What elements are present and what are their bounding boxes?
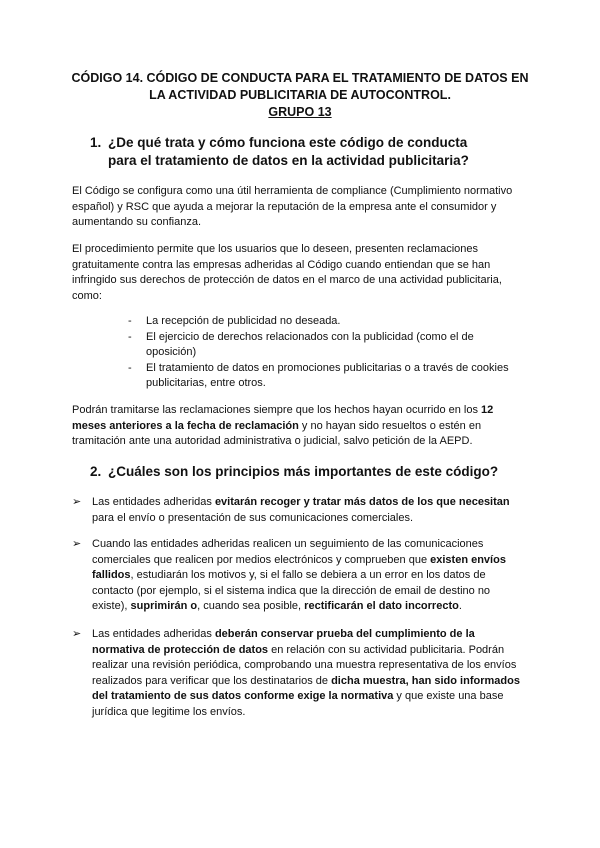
section-2-heading [90,463,510,483]
principle-3-text-e: y que existe una base jurídica que legitime los envíos. [92,690,504,718]
principle-2-text-c: , estudiarán los motivos y, si el fallo se debiera a un error en los datos de contacto (por ejemplo, si el sistema indica que la dirección de email de destino no existe), [92,569,491,612]
list-item [128,314,518,330]
arrow-bullet-icon: ➢ [72,538,82,550]
arrow-bullet-icon: ➢ [72,496,82,508]
list-dash: - [128,361,132,374]
principle-item-1-text [92,495,522,526]
section-1-number: 1. [90,135,102,150]
principle-2-text-e: , cuando sea posible, [197,600,305,612]
section-1-heading [90,134,490,174]
section-2-number: 2. [90,464,102,479]
title-group: GRUPO 13 [268,105,332,119]
section-1-paragraph-3 [72,403,522,450]
title-line-1: CÓDIGO 14. CÓDIGO DE CONDUCTA PARA EL TRATAMIENTO DE DATOS EN [71,71,529,85]
principle-2-text-a: Cuando las entidades adheridas realicen un seguimiento de las comunicaciones comerciales que realicen por medios electrónicos y comprueben que [92,538,484,566]
list-item-text: La recepción de publicidad no deseada. [146,315,341,327]
list-dash: - [128,330,132,343]
section-1-paragraph-1: El Código se configura como una útil herramienta de compliance (Cumplimiento normativo español) y RSC que ayuda a mejorar la reputación de la empresa ante el consumidor y aumentando su confianza. [72,185,513,228]
principle-2-bold-3: rectificarán el dato incorrecto [304,600,459,612]
principle-3-bold-2: dicha muestra, han sido informados del tratamiento de sus datos conforme exige la normativa [92,674,520,702]
principle-1-bold: evitarán recoger y tratar más datos de los que necesitan [214,496,510,508]
section-1-heading-text: ¿De qué trata y cómo funciona este código de conducta para el tratamiento de datos en la actividad publicitaria? [108,135,469,168]
arrow-bullet-icon: ➢ [72,628,82,640]
principle-item-2-text [92,537,522,615]
list-item [128,361,518,392]
title-line-2: LA ACTIVIDAD PUBLICITARIA DE AUTOCONTROL. [149,88,451,102]
section-1-paragraph-2: El procedimiento permite que los usuarios que lo deseen, presenten reclamaciones gratuitamente contra las empresas adheridas al Código cuando entiendan que se han infringido sus derechos de protección de datos en el marco de una actividad publicitaria, como: [72,243,502,302]
list-item-text: El ejercicio de derechos relacionados con la publicidad (como el de oposición) [146,330,474,358]
list-item [128,330,518,361]
para3-text-a: Podrán tramitarse las reclamaciones siempre que los hechos hayan ocurrido en los [72,404,482,416]
principle-1-text-a: Las entidades adheridas [92,496,215,508]
principle-2-bold-2: suprimirán o [130,600,198,612]
list-item-text: El tratamiento de datos en promociones publicitarias o a través de cookies publicitarias, entre otros. [146,361,509,389]
para3-bold: 12 meses anteriores a la fecha de reclamación [72,404,494,432]
principle-2-text-g: . [458,600,462,612]
section-2-heading-text: ¿Cuáles son los principios más importantes de este código? [108,464,499,479]
principle-3-text-c: en relación con su actividad publicitaria. Podrán realizar una revisión periódica, comprobando una muestra representativa de los envíos realizados para verificar que los destinatarios de [92,643,517,687]
principle-3-text-a: Las entidades adheridas [92,628,215,640]
principle-1-text-c: para el envío o presentación de sus comunicaciones comerciales. [92,511,414,524]
principle-item-3-text [92,627,522,720]
list-dash: - [128,315,132,327]
para3-text-c: y no hayan sido resueltos o estén en tramitación ante una autoridad administrativa o judicial, salvo petición de la AEPD. [72,419,482,447]
document-title [60,70,540,121]
principle-3-bold-1: deberán conservar prueba del cumplimiento de la normativa de protección de datos [92,628,475,656]
section-1-list [128,314,518,392]
principle-2-bold-1: existen envíos fallidos [92,553,506,581]
